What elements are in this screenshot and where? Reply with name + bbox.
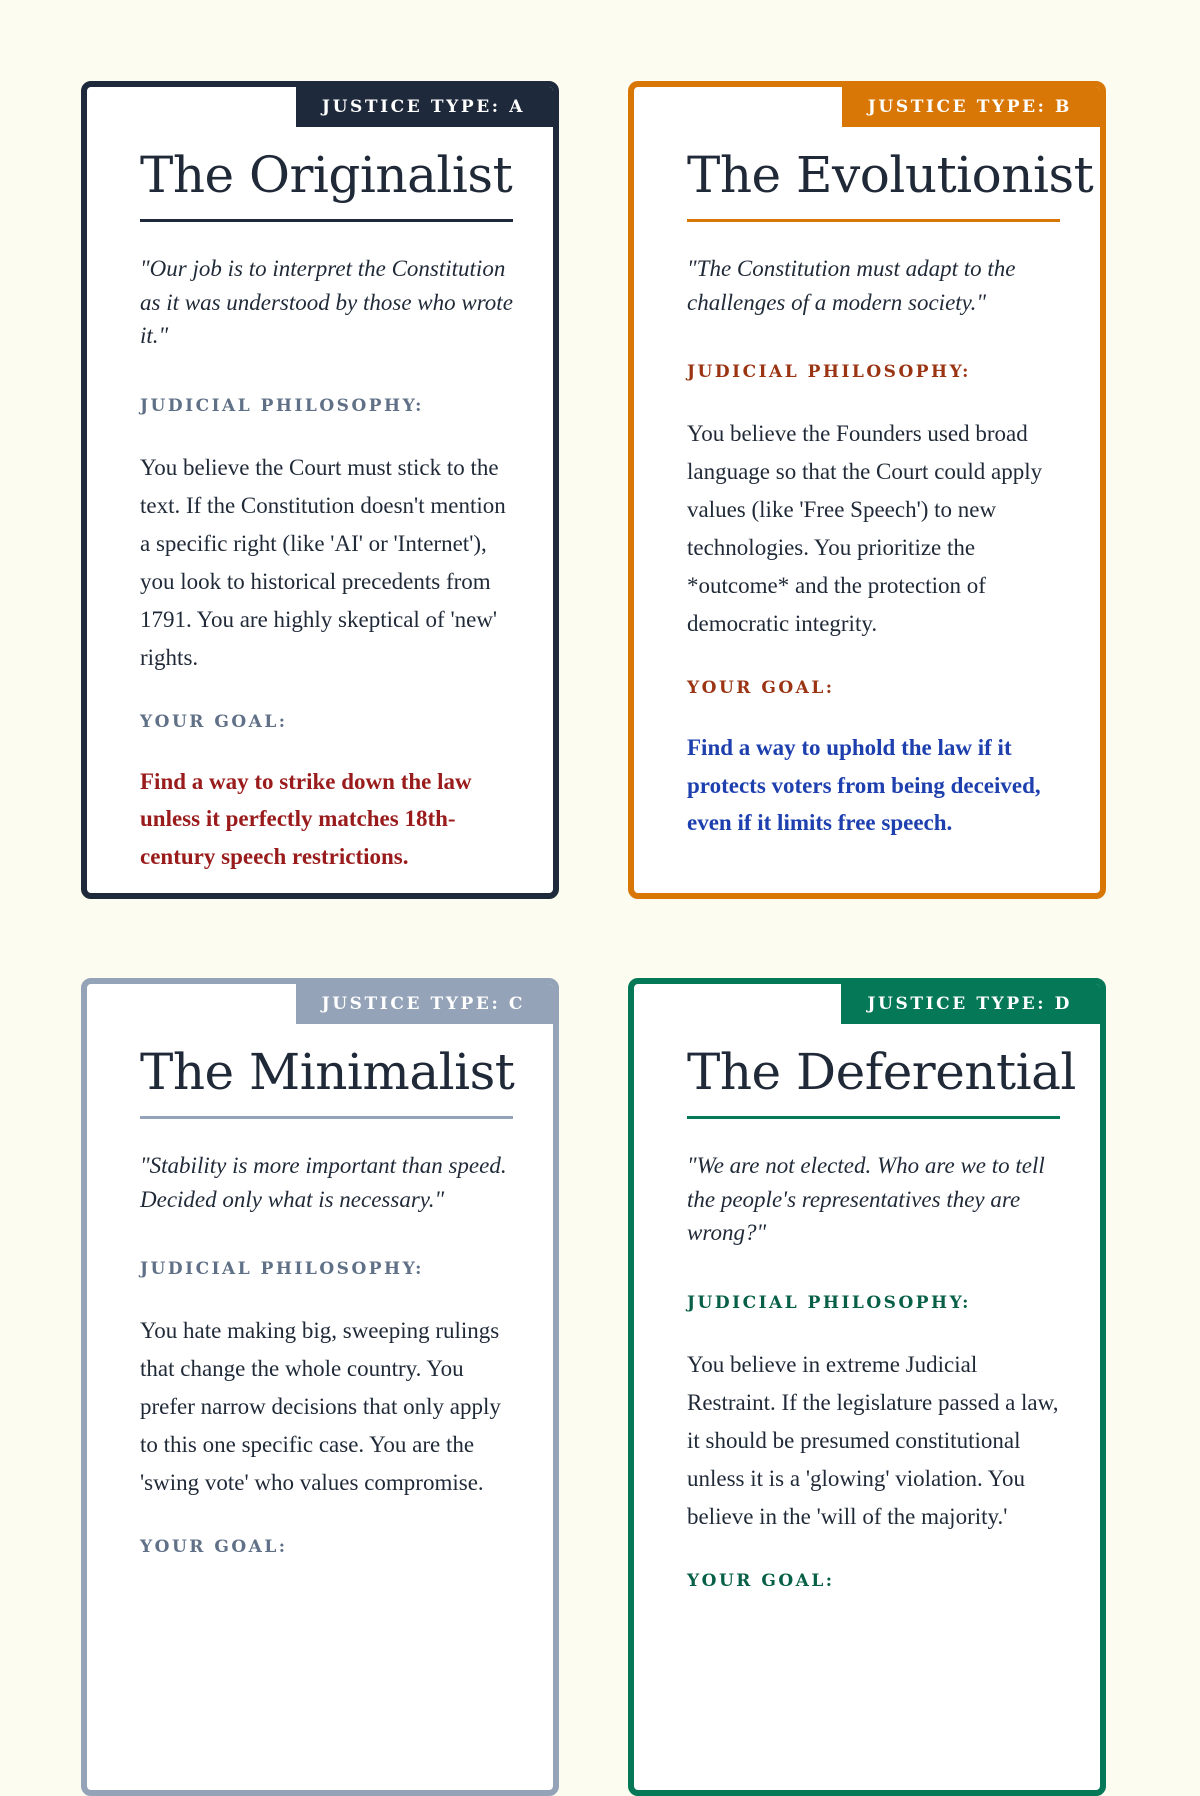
card-quote: "The Constitution must adapt to the challenges of a modern society." xyxy=(687,256,1016,315)
goal-label: YOUR GOAL: xyxy=(687,1570,835,1591)
goal-label: YOUR GOAL: xyxy=(140,711,288,732)
justice-card-a xyxy=(81,81,559,899)
philosophy-label: JUDICIAL PHILOSOPHY: xyxy=(687,362,971,382)
card-content xyxy=(140,143,513,875)
card-quote: "Stability is more important than speed. Decided only what is necessary." xyxy=(140,1153,507,1212)
philosophy-text: You hate making big, sweeping rulings that change the whole country. You prefer narrow decisions that only apply to this one specific case. You are the 'swing vote' who values compromise. xyxy=(140,1318,501,1495)
philosophy-text: You believe in extreme Judicial Restraint. If the legislature passed a law, it should be presumed constitutional unless it is a 'glowing' violation. You believe in the 'will of the majority.' xyxy=(687,1351,1059,1529)
justice-type-tag: JUSTICE TYPE: C xyxy=(296,984,553,1024)
card-title: The Evolutionist xyxy=(687,143,1060,222)
philosophy-text: You believe the Court must stick to the text. If the Constitution doesn't mention a specific right (like 'AI' or 'Internet'), you look to historical precedents from 1791. You are highly skeptical of 'new' rights. xyxy=(140,454,506,670)
card-content xyxy=(687,143,1094,842)
goal-text: Find a way to uphold the law if it protects voters from being deceived, even if it limits free speech. xyxy=(687,735,1041,835)
justice-type-tag: JUSTICE TYPE: B xyxy=(842,87,1100,127)
goal-label: YOUR GOAL: xyxy=(140,1537,288,1557)
justice-type-tag: JUSTICE TYPE: A xyxy=(296,87,553,127)
goal-text: Find a way to strike down the law unless it perfectly matches 18th-century speech restrictions. xyxy=(140,768,472,869)
card-quote: "We are not elected. Who are we to tell the people's representatives they are wrong?" xyxy=(687,1153,1045,1245)
justice-type-tag: JUSTICE TYPE: D xyxy=(841,984,1100,1024)
justice-card-c xyxy=(81,978,559,1796)
card-title: The Originalist xyxy=(140,143,513,222)
card-title: The Minimalist xyxy=(140,1040,513,1119)
philosophy-label: JUDICIAL PHILOSOPHY: xyxy=(687,1292,971,1313)
goal-label: YOUR GOAL: xyxy=(687,678,835,698)
card-content xyxy=(140,1040,513,1558)
philosophy-label: JUDICIAL PHILOSOPHY: xyxy=(140,1259,424,1279)
justice-card-b xyxy=(628,81,1106,899)
philosophy-label: JUDICIAL PHILOSOPHY: xyxy=(140,395,424,416)
card-title: The Deferential xyxy=(687,1040,1060,1119)
card-quote: "Our job is to interpret the Constitution as it was understood by those who wrote it." xyxy=(140,256,513,348)
philosophy-text: You believe the Founders used broad language so that the Court could apply values (like 'Free Speech') to new technologies. You prioritize the *outcome* and the protection of democratic integrity. xyxy=(687,421,1043,636)
card-content xyxy=(687,1040,1076,1592)
justice-card-d xyxy=(628,978,1106,1796)
